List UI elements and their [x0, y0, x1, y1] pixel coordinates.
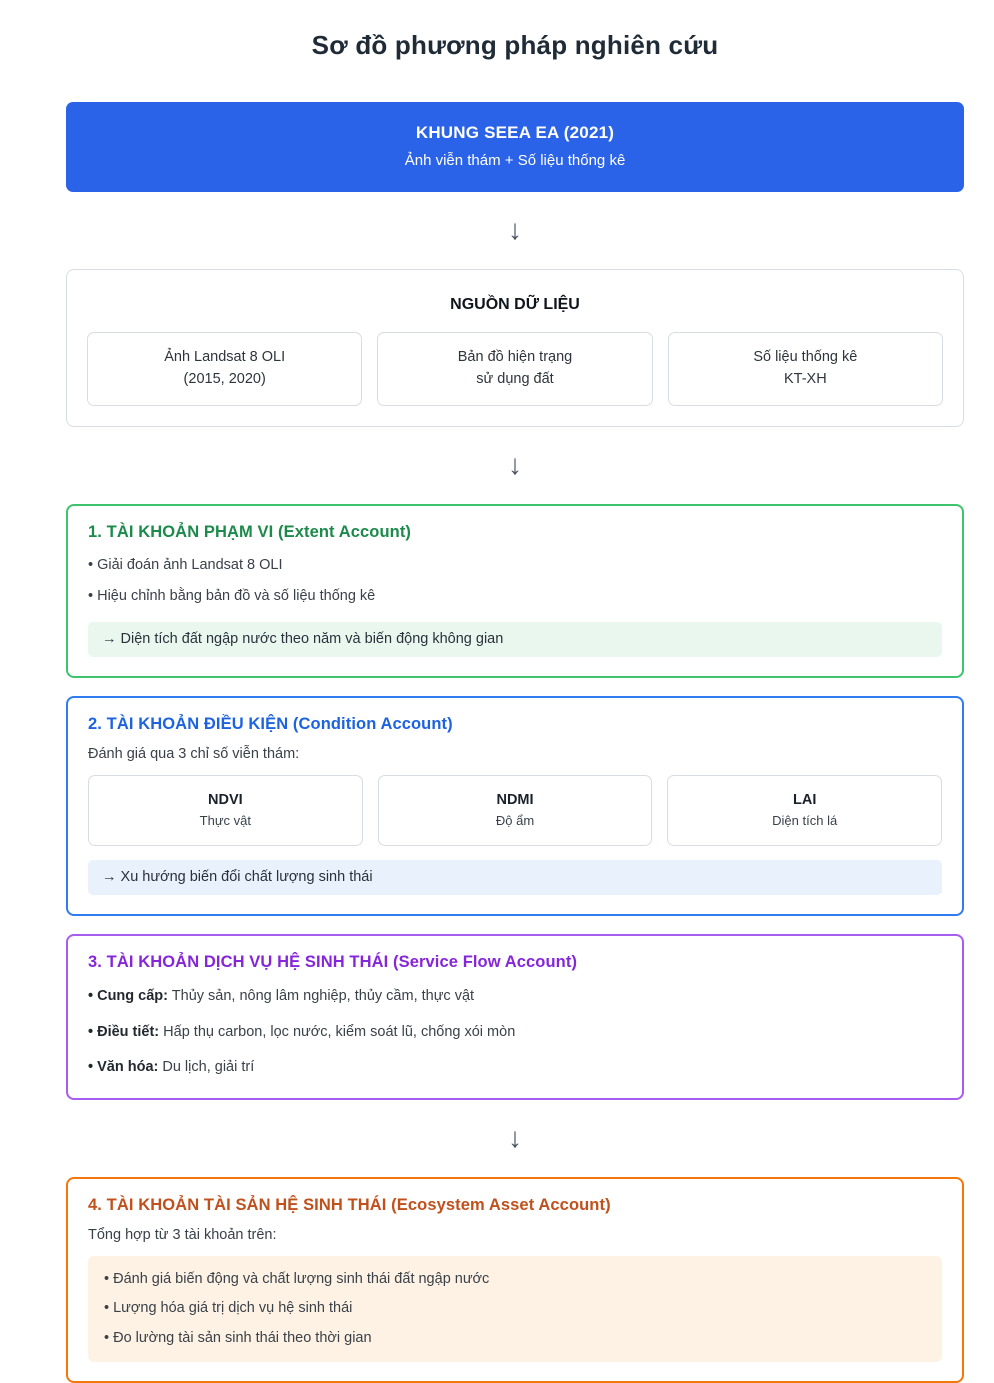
- extent-bullet: • Hiệu chỉnh bằng bản đồ và số liệu thống kê: [88, 588, 376, 605]
- methodology-diagram: [66, 0, 964, 1383]
- condition-account-box: [66, 696, 964, 917]
- service-bullet-label: • Văn hóa:: [88, 1059, 159, 1076]
- service-bullet-text: Du lịch, giải trí: [158, 1059, 255, 1076]
- data-source-line1: Ảnh Landsat 8 OLI: [164, 349, 286, 365]
- data-source-line2: (2015, 2020): [183, 371, 266, 388]
- service-bullet-regulating: [88, 1021, 942, 1043]
- data-source-landsat: [87, 332, 362, 406]
- service-bullet-cultural: [88, 1056, 942, 1078]
- index-desc: Diện tích lá: [772, 813, 838, 829]
- asset-bullet: • Đo lường tài sản sinh thái theo thời gian: [104, 1329, 372, 1346]
- index-name: NDVI: [208, 791, 243, 808]
- condition-result: → Xu hướng biến đổi chất lượng sinh thái: [88, 860, 942, 895]
- extent-bullet: • Giải đoán ảnh Landsat 8 OLI: [88, 556, 283, 573]
- service-bullet-label: • Điều tiết:: [88, 1023, 160, 1040]
- data-source-line1: Số liệu thống kê: [753, 349, 858, 365]
- extent-result: → Diện tích đất ngập nước theo năm và biến động không gian: [88, 622, 942, 657]
- down-arrow-icon: ↓: [508, 448, 522, 480]
- flow-arrow-row: [66, 427, 964, 504]
- asset-account-box: [66, 1177, 964, 1383]
- extent-account-box: [66, 504, 964, 678]
- service-bullet-text: Hấp thụ carbon, lọc nước, kiểm soát lũ, chống xói mòn: [159, 1023, 516, 1040]
- index-name: LAI: [793, 791, 817, 808]
- index-ndmi: [378, 775, 653, 847]
- condition-intro: Đánh giá qua 3 chỉ số viễn thám:: [88, 745, 300, 762]
- data-source-line1: Bản đồ hiện trạng: [457, 349, 573, 365]
- condition-indices-row: [88, 775, 942, 847]
- asset-account-title: 4. TÀI KHOẢN TÀI SẢN HỆ SINH THÁI (Ecosystem Asset Account): [88, 1195, 611, 1214]
- service-bullets: [88, 985, 942, 1078]
- service-account-box: [66, 934, 964, 1099]
- flow-arrow-row: [66, 192, 964, 269]
- data-source-statistics: [668, 332, 943, 406]
- index-ndvi: [88, 775, 363, 847]
- data-sources-row: [87, 332, 943, 406]
- service-bullet-text: Thủy sản, nông lâm nghiệp, thủy cầm, thực vật: [168, 988, 475, 1005]
- service-account-title: 3. TÀI KHOẢN DỊCH VỤ HỆ SINH THÁI (Service Flow Account): [88, 953, 578, 972]
- down-arrow-icon: ↓: [508, 1121, 522, 1153]
- framework-title: KHUNG SEEA EA (2021): [415, 123, 615, 142]
- index-lai: [667, 775, 942, 847]
- index-desc: Thực vật: [199, 813, 251, 829]
- extent-account-title: 1. TÀI KHOẢN PHẠM VI (Extent Account): [88, 522, 412, 541]
- condition-account-title: 2. TÀI KHOẢN ĐIỀU KIỆN (Condition Account): [88, 714, 453, 733]
- asset-result-block: [88, 1256, 942, 1362]
- data-sources-panel: [66, 269, 964, 427]
- index-desc: Độ ẩm: [495, 813, 535, 829]
- asset-intro: Tổng hợp từ 3 tài khoản trên:: [88, 1226, 277, 1243]
- asset-bullet: • Lượng hóa giá trị dịch vụ hệ sinh thái: [104, 1300, 353, 1317]
- asset-bullet: • Đánh giá biến động và chất lượng sinh thái đất ngập nước: [104, 1270, 490, 1287]
- data-source-line2: sử dụng đất: [476, 371, 554, 388]
- extent-bullets: [88, 554, 942, 608]
- framework-banner: [66, 102, 964, 192]
- data-source-line2: KT-XH: [783, 371, 827, 388]
- data-sources-title: NGUỒN DỮ LIỆU: [450, 296, 580, 313]
- framework-subtitle: Ảnh viễn thám + Số liệu thống kê: [404, 152, 626, 169]
- service-bullet-label: • Cung cấp:: [88, 988, 168, 1005]
- page-title: Sơ đồ phương pháp nghiên cứu: [311, 30, 719, 60]
- down-arrow-icon: ↓: [508, 214, 522, 245]
- data-source-landuse-map: [377, 332, 652, 406]
- flow-arrow-row: [66, 1100, 964, 1177]
- service-bullet-provisioning: [88, 985, 942, 1007]
- index-name: NDMI: [496, 791, 534, 808]
